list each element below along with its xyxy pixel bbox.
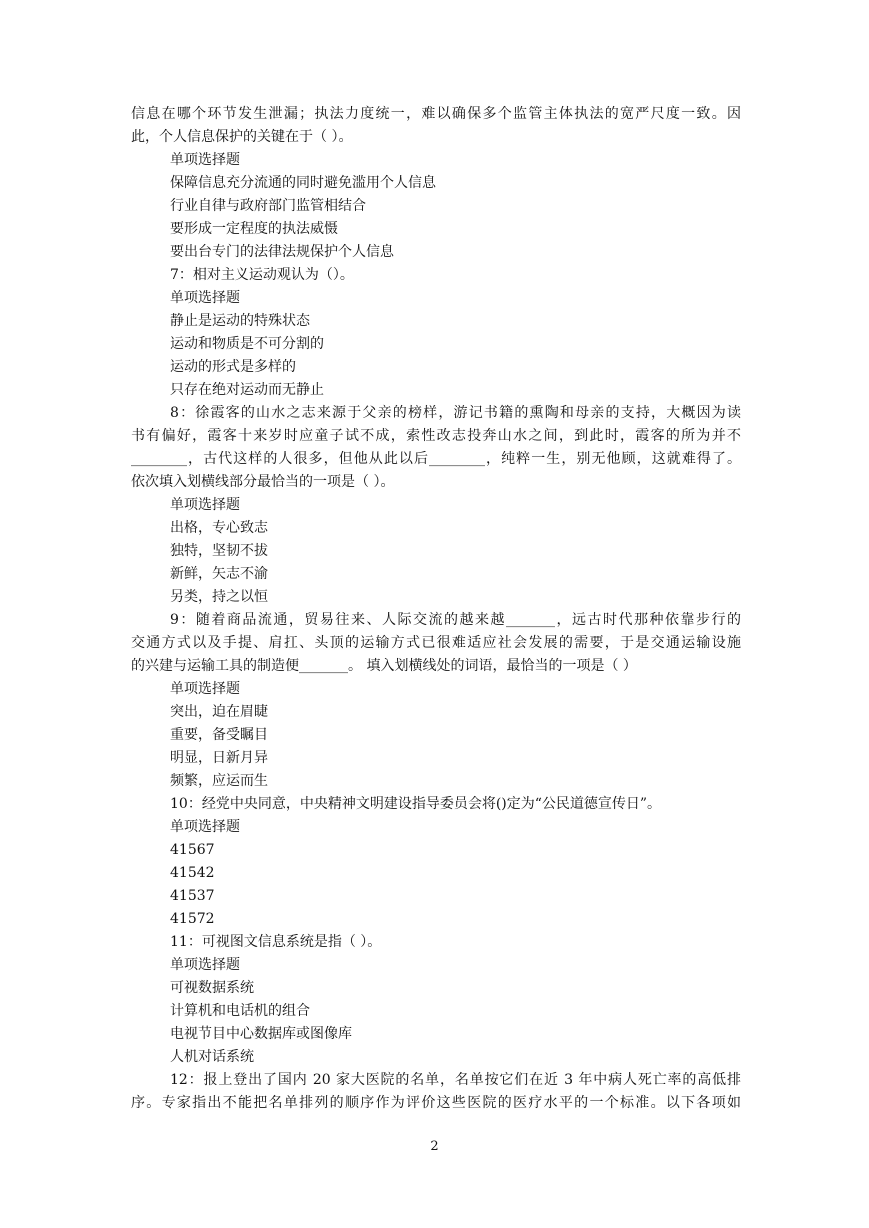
text-line: 运动和物质是不可分割的	[170, 336, 324, 352]
text-line: 的兴建与运输工具的制造便_______。 填入划横线处的词语，最恰当的一项是（ ）	[131, 658, 637, 674]
text-line: 要形成一定程度的执法威慑	[170, 221, 338, 237]
text-line: 只存在绝对运动而无静止	[170, 382, 324, 398]
text-line: 信息在哪个环节发生泄漏；执法力度统一，难以确保多个监管主体执法的宽严尺度一致。因	[131, 106, 741, 122]
text-line: 新鲜，矢志不渝	[170, 566, 268, 582]
text-line: 41537	[170, 888, 215, 904]
text-line: 人机对话系统	[170, 1049, 254, 1065]
text-line: 交通方式以及手提、肩扛、头顶的运输方式已很难适应社会发展的需要，于是交通运输设施	[131, 635, 741, 651]
text-line: 要出台专门的法律法规保护个人信息	[170, 244, 394, 260]
text-line: 此，个人信息保护的关键在于（ ）。	[131, 129, 353, 145]
text-line: 41567	[170, 842, 215, 858]
text-line: 41542	[170, 865, 215, 881]
text-line: 计算机和电话机的组合	[170, 1003, 310, 1019]
text-line: 单项选择题	[170, 819, 240, 835]
text-line: 单项选择题	[170, 681, 240, 697]
text-line: 可视数据系统	[170, 980, 254, 996]
text-line: 8：徐霞客的山水之志来源于父亲的榜样，游记书籍的熏陶和母亲的支持，大概因为读	[170, 405, 741, 421]
text-line: 独特，坚韧不拔	[170, 543, 268, 559]
text-line: 11：可视图文信息系统是指（ ）。	[170, 934, 382, 950]
text-line: 单项选择题	[170, 497, 240, 513]
text-line: 41572	[170, 911, 215, 927]
text-line: 出格，专心致志	[170, 520, 268, 536]
document-body	[131, 103, 741, 1115]
text-line: 运动的形式是多样的	[170, 359, 296, 375]
text-line: 10：经党中央同意，中央精神文明建设指导委员会将()定为“公民道德宣传日”。	[170, 796, 662, 812]
text-line: 7：相对主义运动观认为（）。	[170, 267, 354, 283]
text-line: 行业自律与政府部门监管相结合	[170, 198, 366, 214]
text-line: 单项选择题	[170, 957, 240, 973]
text-line: 静止是运动的特殊状态	[170, 313, 310, 329]
text-line: 频繁，应运而生	[170, 773, 268, 789]
text-line: 单项选择题	[170, 290, 240, 306]
text-line: 依次填入划横线部分最恰当的一项是（ ）。	[131, 474, 395, 490]
text-line: 明显，日新月异	[170, 750, 268, 766]
text-line: 保障信息充分流通的同时避免滥用个人信息	[170, 175, 436, 191]
text-line: 电视节目中心数据库或图像库	[170, 1026, 352, 1042]
text-line: 9：随着商品流通，贸易往来、人际交流的越来越_______，远古时代那种依靠步行的	[170, 612, 741, 628]
text-line: 单项选择题	[170, 152, 240, 168]
text-line: 序。专家指出不能把名单排列的顺序作为评价这些医院的医疗水平的一个标准。以下各项如	[131, 1095, 741, 1111]
text-line: 重要，备受瞩目	[170, 727, 268, 743]
text-line: 12：报上登出了国内 20 家大医院的名单，名单按它们在近 3 年中病人死亡率的高低排	[170, 1072, 741, 1088]
text-line: ________，古代这样的人很多，但他从此以后________，纯粹一生，别无他顾，这就难得了。	[131, 451, 741, 467]
text-line: 突出，迫在眉睫	[170, 704, 268, 720]
text-line: 另类，持之以恒	[170, 589, 268, 605]
page-number: 2	[430, 1139, 439, 1154]
text-line: 书有偏好，霞客十来岁时应童子试不成，索性改志投奔山水之间，到此时，霞客的所为并不	[131, 428, 741, 444]
